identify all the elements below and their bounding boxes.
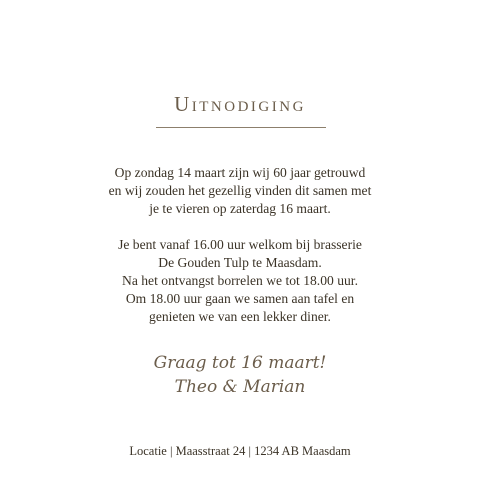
paragraph-line: De Gouden Tulp te Maasdam. (158, 255, 322, 270)
location-footer: Locatie | Maasstraat 24 | 1234 AB Maasdam (129, 444, 351, 458)
paragraph-line: Op zondag 14 maart zijn wij 60 jaar getrouwd (114, 165, 366, 180)
details-paragraph (0, 236, 480, 326)
paragraph-line: Na het ontvangst borrelen we tot 18.00 uur. (122, 273, 358, 288)
closing-greeting: Graag tot 16 maart! (153, 353, 327, 373)
closing-names: Theo & Marian (174, 377, 306, 397)
paragraph-line: je te vieren op zaterdag 16 maart. (149, 201, 331, 216)
paragraph-line: en wij zouden het gezellig vinden dit samen met (108, 183, 372, 198)
paragraph-line: genieten we van een lekker diner. (149, 309, 331, 324)
paragraph-line: Je bent vanaf 16.00 uur welkom bij brasserie (118, 237, 362, 252)
closing-signature (0, 351, 480, 399)
announcement-paragraph (0, 164, 480, 218)
invitation-title: Uitnodiging (174, 92, 306, 116)
title-divider (156, 127, 326, 128)
paragraph-line: Om 18.00 uur gaan we samen aan tafel en (125, 291, 355, 306)
